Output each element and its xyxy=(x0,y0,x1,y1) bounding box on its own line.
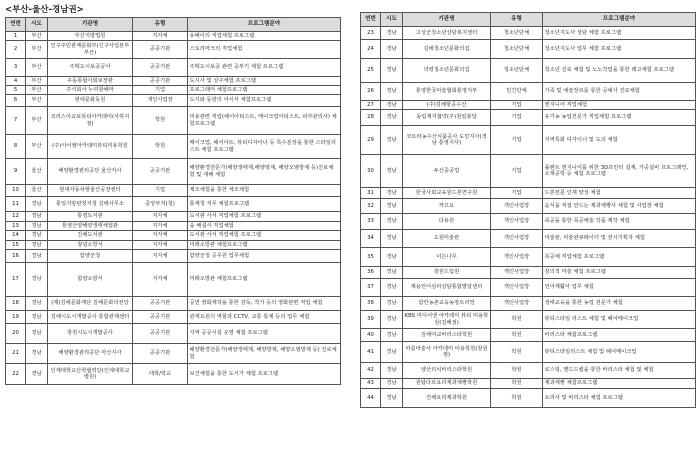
table-row xyxy=(361,389,696,408)
row-org: 창녕소방서 xyxy=(48,241,133,250)
header-region: 시도 xyxy=(26,18,48,32)
row-no: 6 xyxy=(6,95,26,107)
table-row xyxy=(361,379,696,389)
header-program: 프로그램분야 xyxy=(188,18,341,32)
row-program: 유배이의 직업체험 프로그램 xyxy=(188,32,341,41)
table-row xyxy=(361,279,696,297)
row-type: 공공기관 xyxy=(133,324,188,344)
row-region: 경남 xyxy=(381,248,403,267)
row-no: 22 xyxy=(6,364,26,385)
row-region: 경남 xyxy=(26,263,48,297)
row-no: 13 xyxy=(6,222,26,231)
row-no: 28 xyxy=(361,110,381,126)
row-no: 33 xyxy=(361,214,381,230)
row-type: 학원 xyxy=(491,363,543,379)
row-no: 17 xyxy=(6,263,26,297)
row-region: 경남 xyxy=(381,40,403,59)
table-row xyxy=(361,267,696,279)
row-no: 44 xyxy=(361,389,381,408)
row-region: 경남 xyxy=(26,324,48,344)
table-body-left xyxy=(6,32,341,385)
row-program: 지역특화 디자이너 및 도의 체험 xyxy=(543,126,696,155)
row-org: 의령청소년문화의집 xyxy=(403,59,491,83)
row-type: 공공기관 xyxy=(133,77,188,86)
row-org: 계용언어심리상담통합발달센터 xyxy=(403,279,491,297)
row-org: 이든나무 xyxy=(403,248,491,267)
row-program: 해양환경전문가(해양생태계, 해양방제, 해양오염방제 등) 진로체험 xyxy=(188,344,341,364)
row-type: 학원 xyxy=(491,329,543,342)
row-no: 26 xyxy=(361,83,381,101)
row-type: 공공기관 xyxy=(133,297,188,311)
row-org: 창원시도시개발공사 xyxy=(48,324,133,344)
row-org: 도원미술관 xyxy=(403,230,491,248)
row-type: 학원 xyxy=(491,389,543,408)
row-program: 제과제빵 체험프로그램 xyxy=(543,379,696,389)
row-org: 진해도서관 xyxy=(48,231,133,241)
row-no: 3 xyxy=(6,59,26,77)
row-program: 청소년지도사 상담 체험 프로그램 xyxy=(543,27,696,40)
row-program: 로스팅, 핸드드립을 통한 바리스타 체험 및 체험 xyxy=(543,363,696,379)
table-row xyxy=(6,212,341,222)
row-region: 부산 xyxy=(26,95,48,107)
row-type: 민간단체 xyxy=(491,83,543,101)
row-type: 개인사업장 xyxy=(491,267,543,279)
row-type: 개인사업장 xyxy=(491,279,543,297)
row-no: 12 xyxy=(6,212,26,222)
row-no: 34 xyxy=(361,230,381,248)
table-row xyxy=(361,214,696,230)
row-program: 해양환경전문가(해양생태계,해양방제, 해양오염방제 등)진로체험 및 대해 체험 xyxy=(188,159,341,185)
row-program: 통계청 직무 체험프로그램 xyxy=(188,197,341,212)
row-type: 공공기관 xyxy=(133,311,188,324)
table-body-right xyxy=(361,27,696,408)
row-program: 함양군청 공무원 업무체험 xyxy=(188,250,341,263)
row-program: 메이크업, 헤어아트, 뷰티디자이너 등 특수분장을 통한 스타일리스트 체험 프로그램 xyxy=(188,135,341,159)
row-no: 36 xyxy=(361,267,381,279)
row-region: 부산 xyxy=(26,41,48,59)
row-org: 두산중공업 xyxy=(403,155,491,188)
row-program: 관제요원의 역할과 CCTV, 교통 통제 등의 업무 체험 xyxy=(188,311,341,324)
row-type: 청소년단체 xyxy=(491,27,543,40)
row-no: 18 xyxy=(6,297,26,311)
row-type: 공공기관 xyxy=(133,41,188,59)
row-program: 음식을 직접 만드는 제과제빵사 체험 및 사업장 체험 xyxy=(543,199,696,214)
row-type: 지자체 xyxy=(133,222,188,231)
row-program: 미래소방관 체험프로그램 xyxy=(188,263,341,297)
row-program: 공연 영화제작을 통한 감독, 작가 등의 영화관련 직업 체험 xyxy=(188,297,341,311)
row-region: 경남 xyxy=(381,379,403,389)
row-no: 42 xyxy=(361,363,381,379)
row-type: 기업 xyxy=(491,126,543,155)
row-no: 43 xyxy=(361,379,381,389)
table-row xyxy=(361,311,696,329)
table-row xyxy=(6,324,341,344)
row-org: 한국사회교육원드론연구원 xyxy=(403,188,491,199)
program-table-left xyxy=(5,17,341,385)
row-region: 부산 xyxy=(26,77,48,86)
table-header-row xyxy=(361,13,696,27)
table-row xyxy=(361,83,696,101)
table-row xyxy=(6,59,341,77)
row-org: 통영산양해양생태체험관 xyxy=(48,222,133,231)
row-org: 고성군청소년상담복지센터 xyxy=(403,27,491,40)
row-type: 지자체 xyxy=(133,263,188,297)
row-type: 지자체 xyxy=(133,32,188,41)
table-row xyxy=(6,41,341,59)
table-row xyxy=(361,126,696,155)
row-no: 23 xyxy=(361,27,381,40)
table-row xyxy=(6,159,341,185)
table-row xyxy=(6,344,341,364)
row-no: 27 xyxy=(361,101,381,110)
row-type: 기업 xyxy=(133,86,188,95)
row-program: 미용관련 직업(헤어아티스트, 메이크업아티스트, 피부관리사) 체험프로그램 xyxy=(188,107,341,135)
table-row xyxy=(361,155,696,188)
row-program: 미래소방관 체험프로그램 xyxy=(188,241,341,250)
row-org: (재)김해문화재단 김해문화의전당 xyxy=(48,297,133,311)
row-org: 인제대학교산학협력단(인제대학교병원) xyxy=(48,364,133,385)
row-org: 함양소방서 xyxy=(48,263,133,297)
row-type: 개인사업장 xyxy=(133,95,188,107)
row-no: 20 xyxy=(6,324,26,344)
table-row xyxy=(361,101,696,110)
row-no: 35 xyxy=(361,248,381,267)
table-row xyxy=(6,77,341,86)
table-row xyxy=(6,95,341,107)
row-type: 공공기관 xyxy=(133,59,188,77)
header-program: 프로그램분야 xyxy=(543,13,696,27)
row-type: 지자체 xyxy=(133,241,188,250)
row-no: 5 xyxy=(6,86,26,95)
row-type: 대학/학교 xyxy=(133,364,188,385)
row-no: 7 xyxy=(6,107,26,135)
row-program: 주택도시보증 관련 공부기 체험 프로그램 xyxy=(188,59,341,77)
row-org: 동림제지협약(주)원림봉달 xyxy=(403,110,491,126)
row-region: 경남 xyxy=(381,267,403,279)
row-type: 학원 xyxy=(491,311,543,329)
row-org: 해양환경관리공단 울산지사 xyxy=(48,159,133,185)
header-region: 시도 xyxy=(381,13,403,27)
row-program: 창의적 미술 체험 프로그램 xyxy=(543,267,696,279)
row-no: 38 xyxy=(361,297,381,311)
row-type: 학원 xyxy=(491,379,543,389)
table-row xyxy=(361,27,696,40)
table-row xyxy=(6,297,341,311)
row-region: 부산 xyxy=(26,135,48,159)
row-program: 가족 및 예술장르를 통한 공예사 진로체험 xyxy=(543,83,696,101)
row-no: 25 xyxy=(361,59,381,83)
row-org: 현대자동차항울산공장센터 xyxy=(48,185,133,197)
row-org: 진해요리제과학원 xyxy=(403,389,491,408)
table-row xyxy=(361,230,696,248)
table-row xyxy=(6,222,341,231)
row-no: 21 xyxy=(6,344,26,364)
row-program: 드론전문 인재 양성 체험 xyxy=(543,188,696,199)
row-region: 경남 xyxy=(381,59,403,83)
row-region: 경남 xyxy=(26,344,48,364)
row-program: 요리사 및 바리스타 체험 프로그램 xyxy=(543,389,696,408)
row-program: 지역 공공시설 운영 체험 프로그램 xyxy=(188,324,341,344)
row-org: 주동통합사회보장관 xyxy=(48,77,133,86)
row-type: 중앙부처(청) xyxy=(133,197,188,212)
row-program: 유기농 농업전문가 직업체험 프로그램 xyxy=(543,110,696,126)
row-org: (주)김해항공수산 xyxy=(403,101,491,110)
row-program: 도시사 및 상주체험 프로그램 xyxy=(188,77,341,86)
header-org: 기관명 xyxy=(403,13,491,27)
header-org: 기관명 xyxy=(48,18,133,32)
table-row xyxy=(361,342,696,363)
row-region: 경남 xyxy=(381,155,403,188)
row-org: 함양군청 xyxy=(48,250,133,263)
row-org: 함안농촌교육농장트리밍 xyxy=(403,297,491,311)
row-region: 부산 xyxy=(26,59,48,77)
table-row xyxy=(6,197,341,212)
row-org: 원탑다르요리제과제빵학원 xyxy=(403,379,491,389)
table-row xyxy=(6,311,341,324)
row-no: 15 xyxy=(6,241,26,250)
table-row xyxy=(6,263,341,297)
row-org: KBS 미디어엔 아카데미 뷰티 미용학원(김해점) xyxy=(403,311,491,329)
table-row xyxy=(361,40,696,59)
row-type: 학원 xyxy=(133,107,188,135)
table-row xyxy=(361,188,696,199)
header-no: 연번 xyxy=(361,13,381,27)
row-org: 부산지방법원 xyxy=(48,32,133,41)
row-type: 개인사업장 xyxy=(491,248,543,267)
row-org: 마름마술사 아카데미 미용학원(창원점) xyxy=(403,342,491,363)
row-region: 경남 xyxy=(381,329,403,342)
table-header-row xyxy=(6,18,341,32)
row-region: 경남 xyxy=(26,212,48,222)
row-no: 10 xyxy=(6,185,26,197)
row-region: 경남 xyxy=(381,342,403,363)
row-org: 까끄요 xyxy=(403,199,491,214)
row-no: 4 xyxy=(6,77,26,86)
row-region: 경남 xyxy=(381,297,403,311)
row-org: (주)아이엠아카데미뷰티미용학원 xyxy=(48,135,133,159)
table-row xyxy=(361,110,696,126)
row-type: 청소년단체 xyxy=(491,40,543,59)
table-row xyxy=(361,248,696,267)
row-program: 미술관, 미술관큐레이터 및 전시기획자 체험 xyxy=(543,230,696,248)
table-row xyxy=(6,231,341,241)
row-org: 김해청소년문화의집 xyxy=(403,40,491,59)
row-region: 경남 xyxy=(381,83,403,101)
row-type: 기업 xyxy=(133,185,188,197)
row-no: 2 xyxy=(6,41,26,59)
row-no: 41 xyxy=(361,342,381,363)
row-region: 경남 xyxy=(381,101,403,110)
row-type: 개인사업장 xyxy=(491,230,543,248)
row-no: 31 xyxy=(361,188,381,199)
row-program: 숲 해설사 직업체험 xyxy=(188,222,341,231)
row-no: 30 xyxy=(361,155,381,188)
row-region: 경남 xyxy=(381,188,403,199)
row-region: 부산 xyxy=(26,32,48,41)
table-row xyxy=(6,135,341,159)
row-type: 지자체 xyxy=(133,231,188,241)
row-type: 청소년단체 xyxy=(491,59,543,83)
row-org: 김해여교바리스타학원 xyxy=(403,329,491,342)
table-row xyxy=(6,107,341,135)
table-row xyxy=(6,185,341,197)
row-no: 39 xyxy=(361,311,381,329)
row-no: 9 xyxy=(6,159,26,185)
row-program: 제조체험을 통한 체조체험 xyxy=(188,185,341,197)
row-no: 1 xyxy=(6,32,26,41)
row-org: 주식회사 누리항해마 xyxy=(48,86,133,95)
row-program: 목공을 통한 목공예술 작품 제작 체험 xyxy=(543,214,696,230)
row-region: 울산 xyxy=(26,185,48,197)
row-org: 창원드림원 xyxy=(403,267,491,279)
row-region: 부산 xyxy=(26,86,48,95)
row-org: 김해시도시개발공사 통합관제센터 xyxy=(48,311,133,324)
row-program: 엔지니어 직업체험 xyxy=(543,101,696,110)
header-no: 연번 xyxy=(6,18,26,32)
row-org: 통영한국미술협회통영지부 xyxy=(403,83,491,101)
row-region: 경남 xyxy=(381,230,403,248)
table-row xyxy=(361,363,696,379)
row-org: 인구주민관계문화부(신구사업본부부산) xyxy=(48,41,133,59)
row-region: 부산 xyxy=(26,107,48,135)
row-org: 코트라농수산식품공사 도민지사(경남 통영지사) xyxy=(403,126,491,155)
table-row xyxy=(361,59,696,83)
row-program: 바리스타 체험프로그램 xyxy=(543,329,696,342)
row-no: 40 xyxy=(361,329,381,342)
row-org: 주택도시보증공사 xyxy=(48,59,133,77)
row-type: 기업 xyxy=(491,188,543,199)
row-program: 생태교육을 통한 농업 전문가 체험 xyxy=(543,297,696,311)
row-no: 29 xyxy=(361,126,381,155)
row-program: 도서관 사서 직업체험 프로그램 xyxy=(188,231,341,241)
row-type: 지자체 xyxy=(133,212,188,222)
row-no: 8 xyxy=(6,135,26,159)
table-row xyxy=(6,250,341,263)
row-region: 경남 xyxy=(381,199,403,214)
table-row xyxy=(6,32,341,41)
row-no: 16 xyxy=(6,250,26,263)
row-region: 경남 xyxy=(381,363,403,379)
table-row xyxy=(6,86,341,95)
row-type: 지자체 xyxy=(133,250,188,263)
row-org: 다용원 xyxy=(403,214,491,230)
row-org: 통영도서관 xyxy=(48,212,133,222)
row-program: 청소년지도사 업무 체험 프로그램 xyxy=(543,40,696,59)
row-region: 경남 xyxy=(381,126,403,155)
row-no: 14 xyxy=(6,231,26,241)
row-no: 24 xyxy=(361,40,381,59)
table-row xyxy=(361,199,696,214)
row-type: 기업 xyxy=(491,101,543,110)
row-region: 경남 xyxy=(26,231,48,241)
row-region: 경남 xyxy=(26,297,48,311)
row-program: 도서관 사서 직업체험 프로그램 xyxy=(188,212,341,222)
row-region: 경남 xyxy=(381,279,403,297)
row-org: 코리스아교보뷰티아카데미(사하지점) xyxy=(48,107,133,135)
row-org: 해양환경관리공단 마산지사 xyxy=(48,344,133,364)
row-region: 울산 xyxy=(26,159,48,185)
row-program: 목공예 직업체험 프로그램 xyxy=(543,248,696,267)
row-region: 경남 xyxy=(26,222,48,231)
row-program: 보건체험을 통한 도서가 체험 프로그램 xyxy=(188,364,341,385)
row-program: 뷰티스타일리스트 체험 및 헤어메이크업 xyxy=(543,342,696,363)
row-type: 학원 xyxy=(133,135,188,159)
row-type: 공공기관 xyxy=(133,344,188,364)
table-row xyxy=(6,241,341,250)
row-program: 프로그래머 체험프로그램 xyxy=(188,86,341,95)
row-region: 경남 xyxy=(381,110,403,126)
row-region: 경남 xyxy=(26,364,48,385)
row-org: 통일지방관청지청 김해사무소 xyxy=(48,197,133,212)
row-region: 경남 xyxy=(381,214,403,230)
table-row xyxy=(6,364,341,385)
row-org: 양산리치바리스타학원 xyxy=(403,363,491,379)
row-region: 경남 xyxy=(26,311,48,324)
row-region: 경남 xyxy=(26,250,48,263)
header-type: 유형 xyxy=(133,18,188,32)
row-program: 뷰티스타일 리스트 체험 및 헤어메이크업 xyxy=(543,311,696,329)
row-region: 경남 xyxy=(381,27,403,40)
row-type: 개인사업장 xyxy=(491,297,543,311)
row-no: 37 xyxy=(361,279,381,297)
row-program: 스토리마크의 직업체험 xyxy=(188,41,341,59)
table-row xyxy=(361,329,696,342)
row-type: 학원 xyxy=(491,342,543,363)
row-no: 11 xyxy=(6,197,26,212)
row-type: 개인사업장 xyxy=(491,214,543,230)
row-program: 플랜트 엔지니어를 위한 3D프린터 설계, 가공설비 프로그래밍, 소재공학 등 체험 프로그램 xyxy=(543,155,696,188)
row-region: 경남 xyxy=(26,241,48,250)
table-row xyxy=(361,297,696,311)
row-type: 기업 xyxy=(491,110,543,126)
row-region: 경남 xyxy=(381,389,403,408)
row-no: 19 xyxy=(6,311,26,324)
program-table-right xyxy=(360,12,696,408)
row-program: 청소년 진로 체험 및 노노작업을 통한 레고체험 프로그램 xyxy=(543,59,696,83)
row-program: 언어재활사 업무 체험 xyxy=(543,279,696,297)
row-type: 기업 xyxy=(491,155,543,188)
row-region: 경남 xyxy=(26,197,48,212)
row-no: 32 xyxy=(361,199,381,214)
row-org: 현대문화동원 xyxy=(48,95,133,107)
row-type: 공공기관 xyxy=(133,159,188,185)
row-type: 개인사업장 xyxy=(491,199,543,214)
section-title: <부산-울산-경남권> xyxy=(5,5,84,15)
row-region: 경남 xyxy=(381,311,403,329)
row-program: 도시와 동방의 아시서 체험프로그램 xyxy=(188,95,341,107)
header-type: 유형 xyxy=(491,13,543,27)
